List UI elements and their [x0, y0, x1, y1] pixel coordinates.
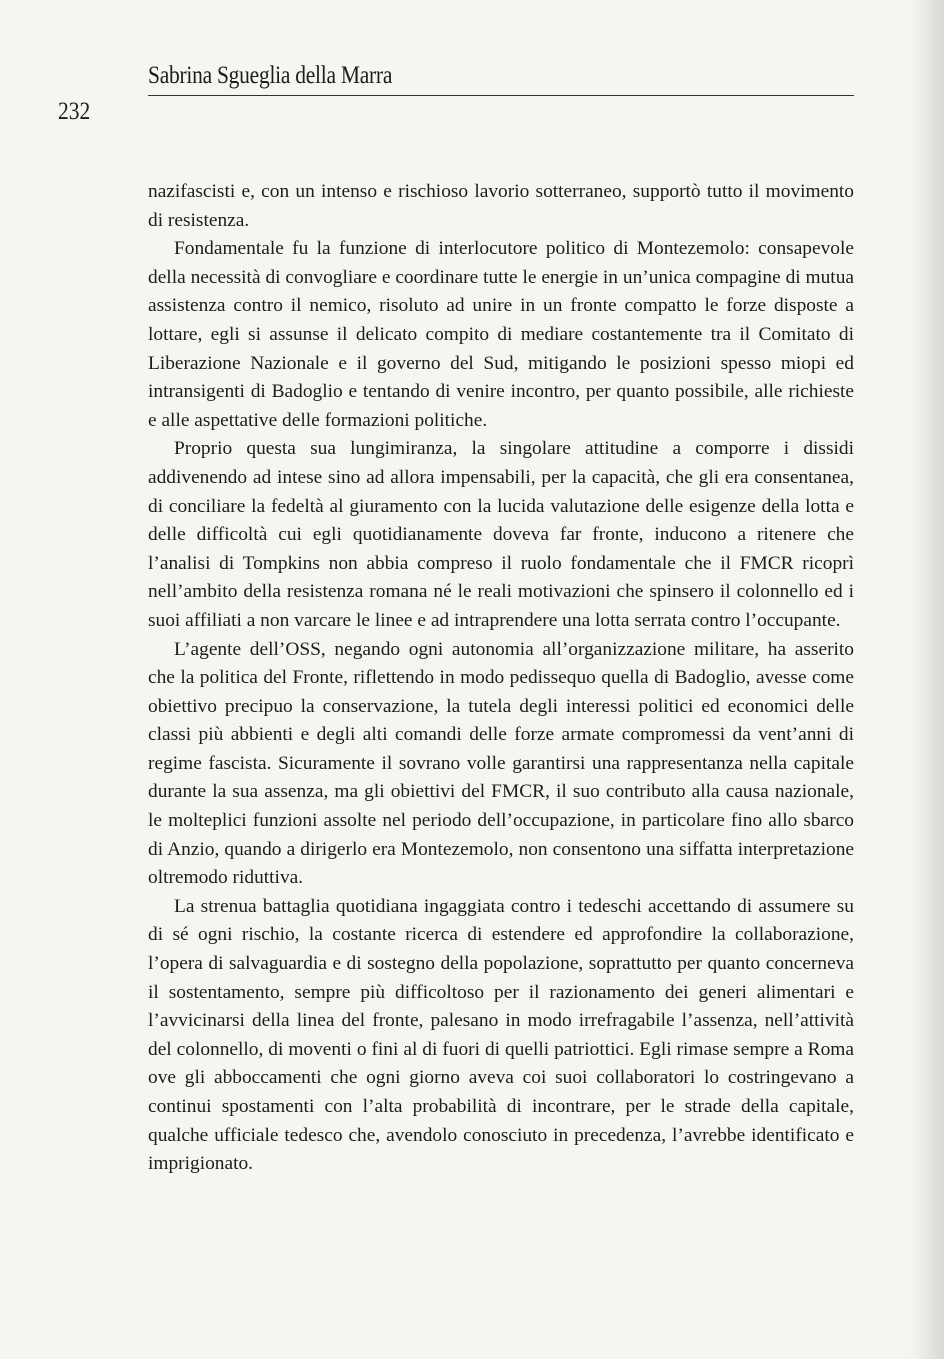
page-number: 232	[58, 98, 91, 125]
paragraph: Fondamentale fu la funzione di interlocutore politico di Montezemolo: consapevole della necessità di convogliare e coordinare tutte le energie in un’unica compagine di mutua assistenza contro il nemico, risoluto ad unire in un fronte compatto le forze disposte a lottare, egli si assunse il delicato compito di mediare costantemente tra il Comitato di Liberazione Nazionale e il governo del Sud, mitigando le posizioni spesso miopi ed intransigenti di Badoglio e tentando di venire incontro, per quanto possibile, alle richieste e alle aspettative delle formazioni politiche.	[148, 238, 854, 431]
header-rule	[148, 95, 854, 96]
paragraph: L’agente dell’OSS, negando ogni autonomia all’organizzazione militare, ha asserito che la politica del Fronte, riflettendo in modo pedissequo quella di Badoglio, avesse come obiettivo precipuo la conservazione, la tutela degli interessi politici ed economici delle classi più abbienti e degli alti comandi delle forze armate compromessi da vent’anni di regime fascista. Sicuramente il sovrano volle garantirsi una rappresentanza nella capitale durante la sua assenza, ma gli obiettivi del FMCR, il suo contributo alla causa nazionale, le molteplici funzioni assolte nel periodo dell’occupazione, in particolare fino allo sbarco di Anzio, quando a dirigerlo era Montezemolo, non consentono una siffatta interpretazione oltremodo riduttiva.	[148, 638, 854, 889]
paragraph: nazifascisti e, con un intenso e rischioso lavorio sotterraneo, supportò tutto il movimento di resistenza.	[148, 181, 854, 231]
page-gutter-shadow	[908, 0, 944, 1359]
paragraph: Proprio questa sua lungimiranza, la singolare attitudine a comporre i dissidi addivenendo ad intese sino ad allora impensabili, per la capacità, che gli era consentanea, di conciliare la fedeltà al giuramento con la lucida valutazione delle esigenze della lotta e delle difficoltà cui egli quotidianamente doveva far fronte, inducono a ritenere che l’analisi di Tompkins non abbia compreso il ruolo fondamentale che il FMCR ricoprì nell’ambito della resistenza romana né le reali motivazioni che spinsero il colonnello ed i suoi affiliati a non varcare le linee e ad intraprendere una lotta serrata contro l’occupante.	[148, 438, 854, 631]
body-text	[148, 178, 854, 1179]
paragraph: La strenua battaglia quotidiana ingaggiata contro i tedeschi accettando di assumere su di sé ogni rischio, la costante ricerca di estendere ed approfondire la collaborazione, l’opera di salvaguardia e di sostegno della popolazione, soprattutto per quanto concerneva il sostentamento, sempre più difficoltoso per il razionamento dei generi alimentari e l’avvicinarsi della linea del fronte, palesano in modo irrefragabile l’assenza, nell’attività del colonnello, di moventi o fini al di fuori di quelli patriottici. Egli rimase sempre a Roma ove gli abboccamenti che ogni giorno aveva coi suoi collaboratori lo costringevano a continui spostamenti con l’alta probabilità di incontrare, per le strade della capitale, qualche ufficiale tedesco che, avendolo conosciuto in precedenza, l’avrebbe identificato e imprigionato.	[148, 895, 854, 1175]
running-header-author: Sabrina Sgueglia della Marra	[148, 62, 393, 89]
